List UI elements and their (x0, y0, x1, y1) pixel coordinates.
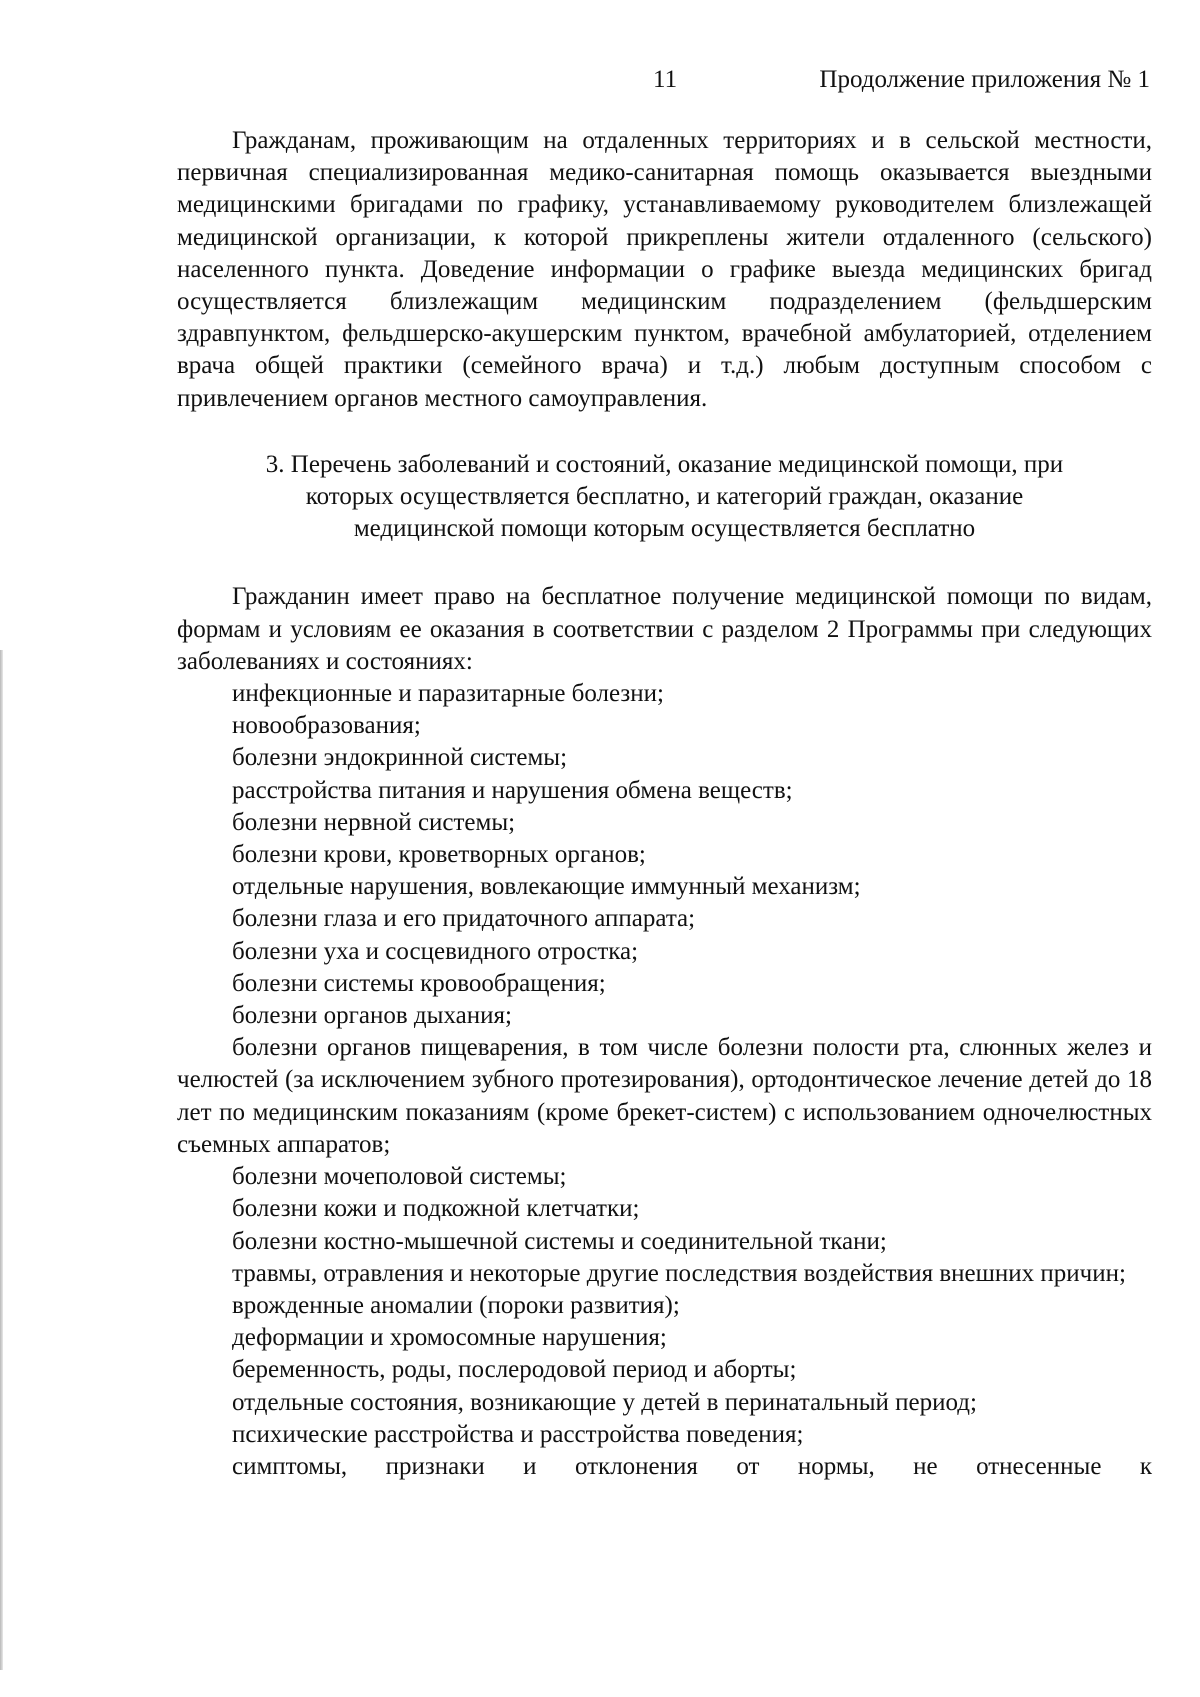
list-item: врожденные аномалии (пороки развития); (232, 1291, 680, 1319)
list-item: болезни нервной системы; (232, 808, 516, 836)
list-item: болезни эндокринной системы; (232, 744, 568, 772)
page-header (0, 66, 1200, 106)
list-item: болезни органов дыхания; (232, 1002, 512, 1030)
list-item: болезни мочеполовой системы; (232, 1163, 567, 1191)
list-item: расстройства питания и нарушения обмена веществ; (232, 776, 793, 804)
list-item: отдельные нарушения, вовлекающие иммунный механизм; (232, 873, 861, 901)
list-item: психические расстройства и расстройства поведения; (232, 1420, 804, 1448)
list-item: болезни глаза и его придаточного аппарата; (232, 905, 696, 933)
list-item: болезни уха и сосцевидного отростка; (232, 937, 639, 965)
section-title: 3. Перечень заболеваний и состояний, оказание медицинской помощи, при которых осуществляется бесплатно, и категорий граждан, оказание медицинской помощи которым осуществляется бесплатно (265, 450, 1064, 543)
conditions-list (177, 678, 1152, 1483)
list-item: болезни органов пищеварения, в том числе болезни полости рта, слюнных желез и челюстей (за исключением зубного протезирования), ортодонтическое лечение детей до 18 лет по медицинским показаниям (кроме брекет-систем) с использованием одночелюстных съемных аппаратов; (177, 1034, 1152, 1158)
intro-paragraph: Гражданам, проживающим на отдаленных территориях и в сельской местности, первичная специализированная медико-санитарная помощь оказывается выездными медицинскими бригадами по графику, устанавливаемому руководителем близлежащей медицинской организации, к которой прикреплены жители отдаленного (сельского) населенного пункта. Доведение информации о графике выезда медицинских бригад осуществляется близлежащим медицинским подразделением (фельдшерским здравпунктом, фельдшерско-акушерским пунктом, врачебной амбулаторией, отделением врача общей практики (семейного врача) и т.д.) любым доступным способом с привлечением органов местного самоуправления. (177, 127, 1152, 412)
list-item: болезни крови, кроветворных органов; (232, 841, 646, 869)
list-item: отдельные состояния, возникающие у детей в перинатальный период; (232, 1388, 977, 1416)
list-item: симптомы, признаки и отклонения от нормы, не отнесенные к (232, 1452, 1152, 1480)
document-body (177, 125, 1152, 1483)
appendix-note: Продолжение приложения № 1 (819, 66, 1150, 93)
list-item: инфекционные и паразитарные болезни; (232, 680, 665, 708)
list-item: болезни системы кровообращения; (232, 969, 606, 997)
list-item: беременность, роды, послеродовой период и аборты; (232, 1356, 797, 1384)
list-item: новообразования; (232, 712, 421, 740)
section-lead-paragraph: Гражданин имеет право на бесплатное получение медицинской помощи по видам, формам и условиям ее оказания в соответствии с разделом 2 Программы при следующих заболеваниях и состояниях: (177, 583, 1152, 675)
scan-edge-shadow (0, 650, 3, 1670)
list-item: болезни костно-мышечной системы и соединительной ткани; (232, 1227, 887, 1255)
page-number: 11 (653, 66, 678, 93)
list-item: деформации и хромосомные нарушения; (232, 1324, 667, 1352)
list-item: травмы, отравления и некоторые другие последствия воздействия внешних причин; (232, 1259, 1126, 1287)
list-item: болезни кожи и подкожной клетчатки; (232, 1195, 640, 1223)
